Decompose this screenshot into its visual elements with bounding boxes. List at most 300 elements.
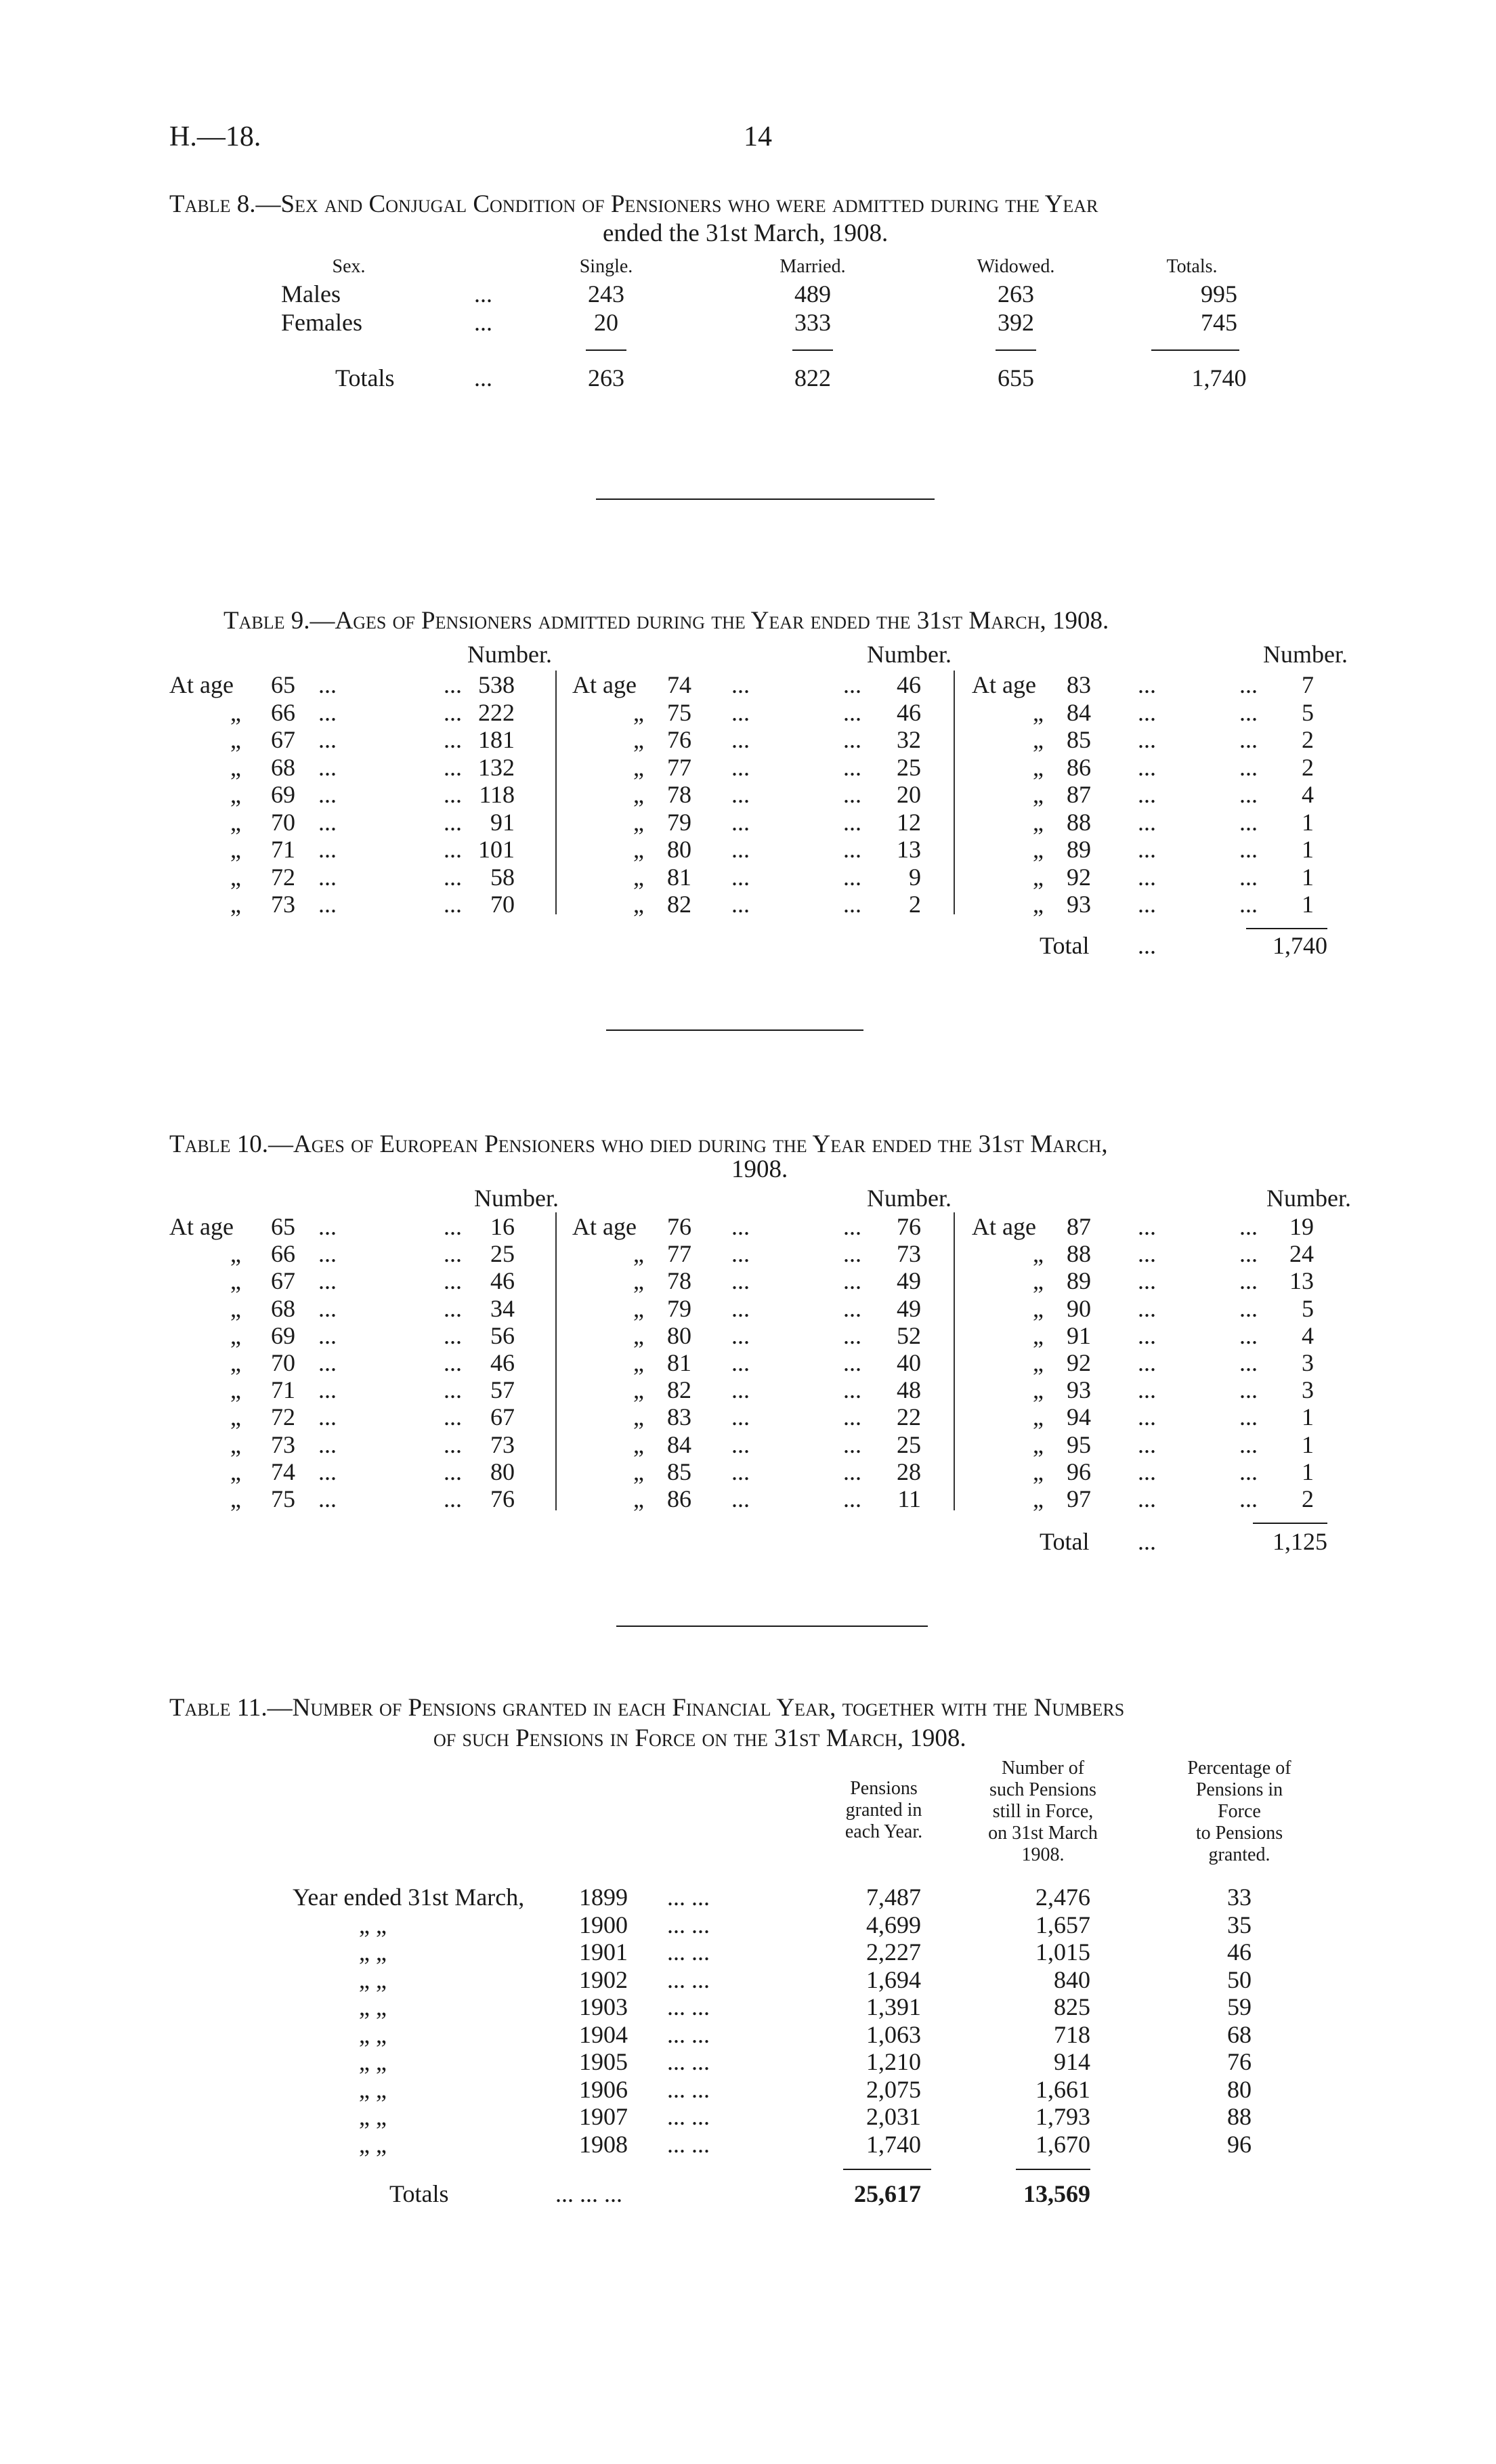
count-value: 56: [490, 1321, 515, 1349]
leader-dots: ...: [1239, 1485, 1258, 1512]
table-8-sum-rule: [586, 349, 626, 351]
age-label: „: [1033, 1349, 1044, 1376]
age-label: „: [633, 698, 644, 726]
leader-dots: ...: [843, 1485, 861, 1512]
age-label: „: [633, 1485, 644, 1512]
age-label: At age: [169, 1213, 234, 1240]
age-value: 96: [1067, 1458, 1091, 1485]
leader-dots: ...: [731, 808, 750, 836]
table-11-totals-label: Totals: [389, 2180, 449, 2207]
percentage-value: 68: [1227, 2020, 1252, 2048]
age-value: 85: [667, 1458, 691, 1485]
in-force-value: 914: [1054, 2048, 1090, 2075]
row-dots: ... ...: [667, 2020, 710, 2048]
leader-dots: ...: [318, 891, 337, 918]
leader-dots: ...: [318, 781, 337, 808]
table-10-caption: [169, 1130, 1108, 1159]
table-11-totals-dots: ... ... ...: [555, 2180, 622, 2207]
age-label: „: [1033, 891, 1044, 918]
count-value: 57: [490, 1376, 515, 1404]
leader-dots: ...: [1138, 808, 1156, 836]
table-8-header-totals: Totals.: [1166, 256, 1218, 277]
age-label: „: [633, 863, 644, 891]
leader-dots: ...: [731, 1376, 750, 1404]
table-11-caption-line2-text: of such Pensions in Force on the 31st March, 1908.: [433, 1724, 966, 1752]
count-value: 1: [1302, 863, 1314, 891]
leader-dots: ...: [843, 1321, 861, 1349]
count-value: 3: [1302, 1349, 1314, 1376]
row-label: „ „: [359, 1966, 387, 1993]
count-value: 46: [897, 671, 921, 698]
table-9-sum-rule: [1246, 928, 1327, 929]
header-line: to Pensions: [1195, 1823, 1283, 1844]
age-value: 70: [271, 808, 295, 836]
count-value: 49: [897, 1294, 921, 1322]
count-value: 70: [490, 891, 515, 918]
in-force-value: 1,661: [1035, 2075, 1090, 2103]
table-11-header-percentage: [1151, 1758, 1327, 1866]
table-10-column-rule: [555, 1212, 557, 1510]
count-value: 32: [897, 726, 921, 753]
leader-dots: ...: [731, 1213, 750, 1240]
age-value: 70: [271, 1349, 295, 1376]
table-10-number-header: Number.: [474, 1185, 559, 1212]
leader-dots: ...: [318, 1430, 337, 1458]
age-label: „: [633, 808, 644, 836]
percentage-value: 46: [1227, 1938, 1252, 1966]
leader-dots: ...: [318, 1376, 337, 1404]
age-value: 76: [667, 726, 691, 753]
count-value: 46: [897, 698, 921, 726]
leader-dots: ...: [731, 836, 750, 863]
row-year: 1902: [579, 1966, 628, 1993]
age-label: „: [633, 1321, 644, 1349]
header-line: Percentage of: [1187, 1758, 1291, 1779]
count-value: 13: [1289, 1267, 1314, 1295]
header-line: granted in: [845, 1800, 922, 1821]
table-8-row-males-dots: ...: [474, 280, 492, 307]
leader-dots: ...: [731, 1485, 750, 1512]
leader-dots: ...: [843, 726, 861, 753]
age-value: 78: [667, 1267, 691, 1295]
table-8-cell: 263: [998, 280, 1034, 307]
leader-dots: ...: [444, 1321, 462, 1349]
age-value: 67: [271, 726, 295, 753]
count-value: 2: [1302, 1485, 1314, 1512]
leader-dots: ...: [731, 1294, 750, 1322]
leader-dots: ...: [1138, 1458, 1156, 1485]
table-8-total-cell: 263: [588, 364, 624, 391]
section-divider: [616, 1626, 928, 1627]
age-value: 79: [667, 1294, 691, 1322]
age-value: 86: [1067, 753, 1091, 781]
age-value: 67: [271, 1267, 295, 1295]
table-8-cell: 243: [588, 280, 624, 307]
leader-dots: ...: [444, 781, 462, 808]
leader-dots: ...: [444, 891, 462, 918]
leader-dots: ...: [843, 1240, 861, 1268]
count-value: 2: [1302, 753, 1314, 781]
in-force-value: 2,476: [1035, 1884, 1090, 1911]
leader-dots: ...: [1239, 1458, 1258, 1485]
age-value: 87: [1067, 1213, 1091, 1240]
leader-dots: ...: [843, 1376, 861, 1404]
age-value: 81: [667, 863, 691, 891]
in-force-value: 825: [1054, 1993, 1090, 2020]
leader-dots: ...: [731, 891, 750, 918]
header-line: Force: [1218, 1801, 1261, 1822]
leader-dots: ...: [1239, 698, 1258, 726]
age-label: „: [230, 863, 241, 891]
page-reference: H.—18.: [169, 121, 261, 152]
leader-dots: ...: [444, 671, 462, 698]
header-line: Number of: [1001, 1758, 1085, 1779]
leader-dots: ...: [731, 1349, 750, 1376]
row-year: 1904: [579, 2020, 628, 2048]
age-label: „: [1033, 1267, 1044, 1295]
age-value: 80: [667, 1321, 691, 1349]
table-8-total-cell: 1,740: [1191, 364, 1247, 391]
age-value: 88: [1067, 808, 1091, 836]
leader-dots: ...: [318, 1294, 337, 1322]
header-line: each Year.: [845, 1821, 923, 1842]
age-label: „: [1033, 863, 1044, 891]
age-value: 86: [667, 1485, 691, 1512]
age-label: „: [1033, 1458, 1044, 1485]
age-label: „: [633, 1458, 644, 1485]
leader-dots: ...: [843, 1267, 861, 1295]
header-line: such Pensions: [989, 1779, 1096, 1800]
row-year: 1907: [579, 2103, 628, 2130]
table-11-sum-rule: [843, 2169, 931, 2170]
age-label: „: [633, 1349, 644, 1376]
count-value: 25: [490, 1240, 515, 1268]
leader-dots: ...: [318, 698, 337, 726]
count-value: 24: [1289, 1240, 1314, 1268]
percentage-value: 96: [1227, 2130, 1252, 2158]
leader-dots: ...: [444, 1213, 462, 1240]
count-value: 1: [1302, 808, 1314, 836]
table-8-total-cell: 822: [794, 364, 831, 391]
age-value: 75: [271, 1485, 295, 1512]
age-label: „: [633, 891, 644, 918]
age-label: „: [230, 753, 241, 781]
table-8-cell: 489: [794, 280, 831, 307]
count-value: 2: [1302, 726, 1314, 753]
count-value: 181: [478, 726, 515, 753]
leader-dots: ...: [1138, 1403, 1156, 1431]
age-label: „: [633, 1430, 644, 1458]
count-value: 76: [490, 1485, 515, 1512]
table-8-cell: 333: [794, 309, 831, 336]
leader-dots: ...: [731, 1240, 750, 1268]
leader-dots: ...: [1138, 1321, 1156, 1349]
count-value: 7: [1302, 671, 1314, 698]
section-divider: [596, 498, 935, 500]
header-line: Pensions in: [1195, 1779, 1283, 1800]
granted-value: 1,694: [866, 1966, 921, 1993]
table-8-header-widowed: Widowed.: [977, 256, 1055, 277]
leader-dots: ...: [318, 1240, 337, 1268]
row-label: „ „: [359, 1938, 387, 1966]
percentage-value: 59: [1227, 1993, 1252, 2020]
age-value: 92: [1067, 1349, 1091, 1376]
row-year: 1899: [579, 1884, 628, 1911]
count-value: 73: [490, 1430, 515, 1458]
leader-dots: ...: [1239, 781, 1258, 808]
leader-dots: ...: [1138, 781, 1156, 808]
row-dots: ... ...: [667, 2130, 710, 2158]
leader-dots: ...: [1239, 891, 1258, 918]
table-11-label: Table 11.: [169, 1694, 268, 1722]
count-value: 101: [478, 836, 515, 863]
table-8-caption: [169, 190, 1098, 219]
age-label: „: [230, 1267, 241, 1295]
percentage-value: 88: [1227, 2103, 1252, 2130]
row-label: „ „: [359, 1993, 387, 2020]
age-label: „: [1033, 836, 1044, 863]
age-label: „: [633, 1294, 644, 1322]
age-value: 76: [667, 1213, 691, 1240]
row-label: „ „: [359, 2103, 387, 2130]
leader-dots: ...: [843, 863, 861, 891]
age-value: 72: [271, 1403, 295, 1431]
age-label: „: [1033, 753, 1044, 781]
age-label: „: [230, 836, 241, 863]
age-value: 66: [271, 698, 295, 726]
table-11-caption-text: —Number of Pensions granted in each Financial Year, together with the Numbers: [267, 1694, 1125, 1722]
age-value: 71: [271, 1376, 295, 1404]
age-value: 65: [271, 1213, 295, 1240]
age-label: „: [230, 781, 241, 808]
leader-dots: ...: [1239, 671, 1258, 698]
percentage-value: 35: [1227, 1911, 1252, 1938]
table-11-caption: [169, 1693, 1124, 1722]
table-8-total-cell: 655: [998, 364, 1034, 391]
percentage-value: 50: [1227, 1966, 1252, 1993]
leader-dots: ...: [318, 836, 337, 863]
leader-dots: ...: [444, 753, 462, 781]
age-value: 91: [1067, 1321, 1091, 1349]
count-value: 13: [897, 836, 921, 863]
row-dots: ... ...: [667, 2048, 710, 2075]
age-label: „: [230, 1458, 241, 1485]
leader-dots: ...: [1239, 1240, 1258, 1268]
leader-dots: ...: [318, 1403, 337, 1431]
age-value: 90: [1067, 1294, 1091, 1322]
in-force-value: 1,793: [1035, 2103, 1090, 2130]
leader-dots: ...: [731, 781, 750, 808]
table-11-sum-rule: [1016, 2169, 1090, 2170]
age-label: „: [1033, 1403, 1044, 1431]
granted-value: 1,740: [866, 2130, 921, 2158]
leader-dots: ...: [1138, 1294, 1156, 1322]
age-label: „: [1033, 1240, 1044, 1268]
count-value: 9: [909, 863, 921, 891]
table-10-number-header: Number.: [867, 1185, 952, 1212]
leader-dots: ...: [444, 1458, 462, 1485]
count-value: 34: [490, 1294, 515, 1322]
table-10-total-value: 1,125: [1273, 1528, 1327, 1555]
leader-dots: ...: [318, 726, 337, 753]
count-value: 538: [478, 671, 515, 698]
row-dots: ... ...: [667, 2075, 710, 2103]
count-value: 40: [897, 1349, 921, 1376]
count-value: 46: [490, 1267, 515, 1295]
age-value: 78: [667, 781, 691, 808]
age-value: 66: [271, 1240, 295, 1268]
row-year: 1900: [579, 1911, 628, 1938]
count-value: 118: [479, 781, 515, 808]
age-value: 94: [1067, 1403, 1091, 1431]
leader-dots: ...: [843, 671, 861, 698]
leader-dots: ...: [731, 863, 750, 891]
leader-dots: ...: [1138, 671, 1156, 698]
age-value: 88: [1067, 1240, 1091, 1268]
age-value: 68: [271, 1294, 295, 1322]
leader-dots: ...: [444, 1349, 462, 1376]
leader-dots: ...: [1239, 1376, 1258, 1404]
leader-dots: ...: [731, 726, 750, 753]
table-8-cell: 20: [594, 309, 618, 336]
leader-dots: ...: [1138, 1485, 1156, 1512]
header-line: granted.: [1208, 1844, 1270, 1865]
leader-dots: ...: [843, 753, 861, 781]
leader-dots: ...: [318, 1267, 337, 1295]
header-line: still in Force,: [992, 1801, 1094, 1822]
percentage-value: 33: [1227, 1884, 1252, 1911]
row-year: 1903: [579, 1993, 628, 2020]
count-value: 4: [1302, 781, 1314, 808]
table-10-sum-rule: [1253, 1523, 1327, 1524]
table-9-number-header: Number.: [467, 641, 552, 668]
age-label: „: [230, 698, 241, 726]
age-value: 75: [667, 698, 691, 726]
age-value: 93: [1067, 1376, 1091, 1404]
leader-dots: ...: [1239, 1294, 1258, 1322]
leader-dots: ...: [444, 1376, 462, 1404]
table-10-number-header: Number.: [1266, 1185, 1351, 1212]
leader-dots: ...: [1138, 1213, 1156, 1240]
age-label: „: [633, 1403, 644, 1431]
age-value: 74: [271, 1458, 295, 1485]
table-8-caption-line2: ended the 31st March, 1908.: [603, 219, 889, 247]
leader-dots: ...: [843, 781, 861, 808]
count-value: 3: [1302, 1376, 1314, 1404]
table-10-total-label: Total: [1040, 1528, 1090, 1555]
age-label: At age: [972, 671, 1036, 698]
leader-dots: ...: [1239, 726, 1258, 753]
percentage-value: 80: [1227, 2075, 1252, 2103]
count-value: 46: [490, 1349, 515, 1376]
leader-dots: ...: [444, 1267, 462, 1295]
leader-dots: ...: [1239, 1213, 1258, 1240]
table-8-sum-rule: [792, 349, 833, 351]
age-value: 72: [271, 863, 295, 891]
age-label: „: [230, 1430, 241, 1458]
age-value: 81: [667, 1349, 691, 1376]
in-force-value: 1,657: [1035, 1911, 1090, 1938]
row-dots: ... ...: [667, 1911, 710, 1938]
table-8-header-single: Single.: [579, 256, 633, 277]
page-number: 14: [744, 121, 772, 152]
leader-dots: ...: [318, 863, 337, 891]
count-value: 67: [490, 1403, 515, 1431]
leader-dots: ...: [444, 1430, 462, 1458]
age-label: At age: [572, 1213, 637, 1240]
table-9-caption-text: —Ages of Pensioners admitted during the Year ended the 31st March, 1908.: [309, 607, 1109, 635]
age-label: „: [633, 1240, 644, 1268]
row-dots: ... ...: [667, 1993, 710, 2020]
leader-dots: ...: [843, 1294, 861, 1322]
row-year: 1908: [579, 2130, 628, 2158]
count-value: 5: [1302, 1294, 1314, 1322]
header-line: 1908.: [1021, 1844, 1065, 1865]
leader-dots: ...: [843, 1403, 861, 1431]
age-value: 71: [271, 836, 295, 863]
age-label: At age: [972, 1213, 1036, 1240]
leader-dots: ...: [444, 1485, 462, 1512]
row-label: „ „: [359, 1911, 387, 1938]
leader-dots: ...: [1138, 863, 1156, 891]
leader-dots: ...: [444, 808, 462, 836]
leader-dots: ...: [843, 836, 861, 863]
age-label: „: [230, 1485, 241, 1512]
age-value: 95: [1067, 1430, 1091, 1458]
table-8-cell: 995: [1201, 280, 1237, 307]
age-value: 92: [1067, 863, 1091, 891]
leader-dots: ...: [318, 1213, 337, 1240]
count-value: 91: [490, 808, 515, 836]
age-value: 83: [667, 1403, 691, 1431]
age-label: „: [230, 1349, 241, 1376]
count-value: 1: [1302, 1403, 1314, 1431]
header-line: on 31st March: [988, 1823, 1098, 1844]
leader-dots: ...: [843, 891, 861, 918]
row-year: 1906: [579, 2075, 628, 2103]
leader-dots: ...: [843, 1458, 861, 1485]
age-value: 79: [667, 808, 691, 836]
count-value: 1: [1302, 1458, 1314, 1485]
leader-dots: ...: [1239, 1321, 1258, 1349]
table-10-caption-text: —Ages of European Pensioners who died during the Year ended the 31st March,: [268, 1130, 1108, 1158]
count-value: 12: [897, 808, 921, 836]
table-10-label: Table 10.: [169, 1130, 268, 1158]
age-label: „: [1033, 808, 1044, 836]
age-value: 83: [1067, 671, 1091, 698]
granted-value: 1,210: [866, 2048, 921, 2075]
age-label: „: [230, 891, 241, 918]
count-value: 58: [490, 863, 515, 891]
count-value: 76: [897, 1213, 921, 1240]
count-value: 73: [897, 1240, 921, 1268]
count-value: 5: [1302, 698, 1314, 726]
count-value: 2: [909, 891, 921, 918]
row-dots: ... ...: [667, 1938, 710, 1966]
table-8-row-females-dots: ...: [474, 309, 492, 336]
age-label: „: [1033, 1430, 1044, 1458]
age-label: „: [230, 1294, 241, 1322]
leader-dots: ...: [1138, 891, 1156, 918]
leader-dots: ...: [444, 698, 462, 726]
age-value: 84: [667, 1430, 691, 1458]
age-value: 84: [1067, 698, 1091, 726]
table-9-label: Table 9.: [223, 607, 310, 635]
age-label: „: [1033, 1294, 1044, 1322]
age-value: 85: [1067, 726, 1091, 753]
count-value: 11: [897, 1485, 921, 1512]
table-8-row-females-label: Females: [281, 309, 362, 336]
